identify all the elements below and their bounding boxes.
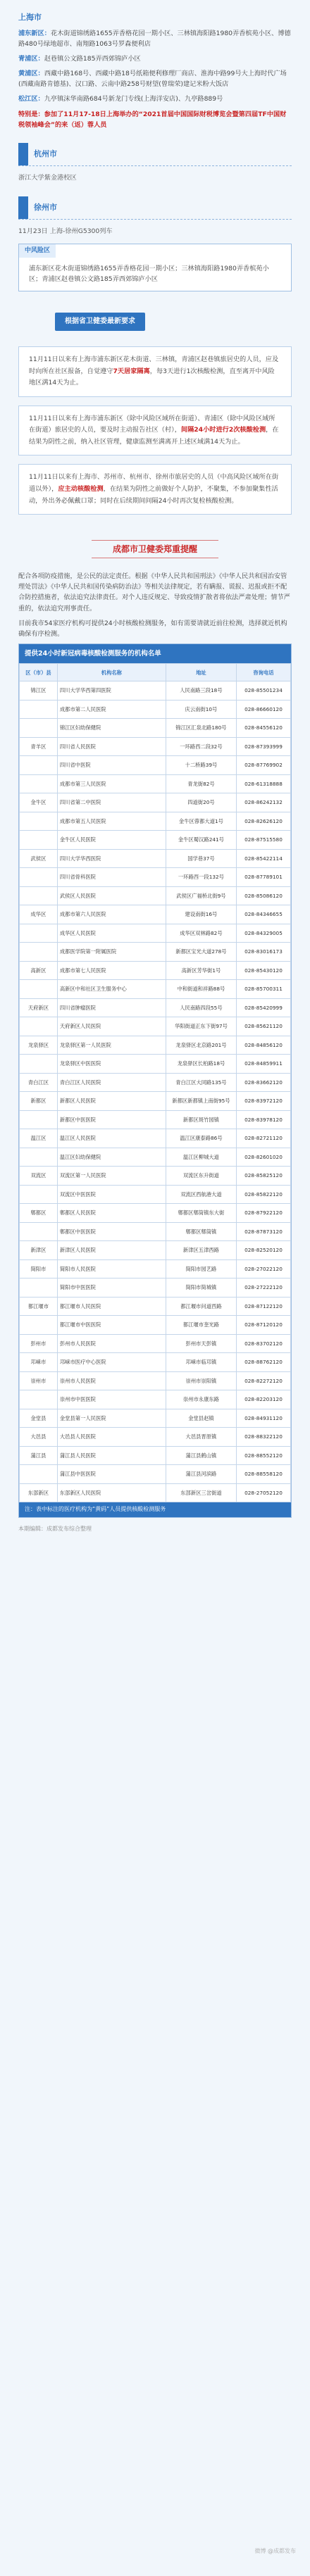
- district-cell: 青羊区: [20, 737, 58, 756]
- institution-table: [19, 663, 291, 1502]
- table-row: [20, 998, 291, 1017]
- table-row: [20, 774, 291, 793]
- district-cell: [20, 719, 58, 738]
- phone-cell: 028-86660120: [236, 700, 290, 719]
- address-cell: 建设南街16号: [166, 905, 236, 924]
- table-body: [20, 681, 291, 1502]
- institution-cell: 锦江区妇幼保健院: [57, 719, 166, 738]
- institution-cell: 东部新区人民医院: [57, 1483, 166, 1502]
- table-row: [20, 1185, 291, 1204]
- institution-cell: 大邑县人民医院: [57, 1428, 166, 1447]
- pudong-paragraph: [18, 28, 292, 49]
- notice-3-emphasis: 应主动核酸检测: [58, 485, 104, 494]
- institution-cell: 邛崃市医疗中心医院: [57, 1353, 166, 1372]
- district-cell: 锦江区: [20, 681, 58, 700]
- phone-cell: 028-87873120: [236, 1222, 290, 1241]
- phone-cell: 028-83972120: [236, 1092, 290, 1111]
- watermark: 微博 @成都发布: [254, 2548, 296, 2554]
- institution-cell: 郫都区人民医院: [57, 1204, 166, 1223]
- address-cell: 都江堰市问道西路: [166, 1297, 236, 1316]
- table-row: [20, 1129, 291, 1148]
- table-row: [20, 700, 291, 719]
- hangzhou-text: 浙江大学紫金港校区: [18, 173, 77, 182]
- institution-cell: 蒲江县中医医院: [57, 1465, 166, 1484]
- phone-cell: 028-87789101: [236, 868, 290, 887]
- phone-cell: 028-87393999: [236, 737, 290, 756]
- phone-cell: 028-82626120: [236, 812, 290, 831]
- district-cell: 武侯区: [20, 849, 58, 868]
- table-row: [20, 1148, 291, 1167]
- district-cell: 都江堰市: [20, 1297, 58, 1316]
- notice-2-post: ，在结果为阴性之前，纳入社区管理，健康监测至满离开上述区域满14天为止。: [29, 426, 279, 446]
- district-cell: 简阳市: [20, 1259, 58, 1278]
- address-cell: 崇州市永康东路: [166, 1390, 236, 1409]
- phone-cell: 028-84556120: [236, 719, 290, 738]
- qingpu-paragraph: [18, 54, 292, 64]
- mid-risk-box: [18, 244, 292, 291]
- address-cell: 郫都区郫筒镇东大街: [166, 1204, 236, 1223]
- phone-cell: 028-84856120: [236, 1036, 290, 1055]
- address-cell: 彭州市天彭镇: [166, 1334, 236, 1353]
- chengdu-paragraph-2: 目前我市54家医疗机构可提供24小时核酸检测服务，如有需要请就近前往检测，选择就近机构确保有序检测。: [18, 619, 287, 638]
- col-institution: 机构名称: [57, 664, 166, 681]
- chengdu-banner-title: 成都市卫健委郑重提醒: [92, 540, 218, 558]
- institution-cell: 双流区中医医院: [57, 1185, 166, 1204]
- table-row: [20, 1017, 291, 1036]
- address-cell: 人民南路四段55号: [166, 998, 236, 1017]
- table-row: [20, 1483, 291, 1502]
- phone-cell: 028-85086120: [236, 886, 290, 905]
- table-row: [20, 1204, 291, 1223]
- address-cell: 华阳街道正东下街97号: [166, 1017, 236, 1036]
- table-row: [20, 1316, 291, 1335]
- table-footnote: 注：表中标注的医疗机构为“黄码”人员提供核酸检测服务: [19, 1502, 291, 1517]
- address-cell: 简阳市园艺路: [166, 1259, 236, 1278]
- table-row: [20, 1353, 291, 1372]
- address-cell: 龙泉驿区长柏路18号: [166, 1055, 236, 1074]
- phone-cell: 028-88558120: [236, 1465, 290, 1484]
- address-cell: 金牛区蓉都大道1号: [166, 812, 236, 831]
- institution-cell: 温江区人民医院: [57, 1129, 166, 1148]
- notice-1-pre: 11月11日以来有上海市浦东新区花木街道、三林镇，青浦区赵巷镇旅居史的人员，应及时向所在社区报备，自觉遵守: [29, 356, 279, 375]
- district-cell: 金牛区: [20, 793, 58, 812]
- table-row: [20, 1259, 291, 1278]
- table-row: [20, 1073, 291, 1092]
- address-cell: 新都区宝光大道278号: [166, 943, 236, 962]
- mid-risk-head: 中风险区: [19, 244, 56, 257]
- songjiang-label: 松江区：: [18, 95, 44, 103]
- huangpu-paragraph: [18, 68, 292, 89]
- notice-3-post: ，在结果为阴性之前做好个人防护，不聚集，不参加聚集性活动，外出务必佩戴口罩；同时在后续期间间隔24小时再次复检核酸检测。: [29, 485, 278, 505]
- phone-cell: 028-61318888: [236, 774, 290, 793]
- tag-square-icon: [18, 196, 28, 219]
- notice-3-pre: 11月11日以来有上海市、苏州市、杭州市、徐州市旅居史的人员（中高风险区域所在街道以外），: [29, 473, 279, 494]
- district-cell: [20, 774, 58, 793]
- table-row: [20, 1446, 291, 1465]
- table-row: [20, 719, 291, 738]
- requirements-title: 根据省卫健委最新要求: [55, 313, 145, 331]
- district-cell: 新都区: [20, 1092, 58, 1111]
- table-row: [20, 1167, 291, 1186]
- district-cell: 双流区: [20, 1167, 58, 1186]
- shanghai-title: 上海市: [18, 13, 42, 22]
- district-cell: 郫都区: [20, 1204, 58, 1223]
- phone-cell: 028-88762120: [236, 1353, 290, 1372]
- address-cell: 新都区斑竹园镇: [166, 1110, 236, 1129]
- institution-cell: 新津区人民医院: [57, 1241, 166, 1260]
- chengdu-banner: [0, 540, 310, 558]
- institution-cell: 四川大学华西医院: [57, 849, 166, 868]
- address-cell: 国学巷37号: [166, 849, 236, 868]
- qingpu-label: 青浦区：: [18, 54, 44, 63]
- institution-cell: 四川省中医院: [57, 756, 166, 775]
- xuzhou-tag: [18, 196, 292, 220]
- address-cell: 温江区康泰路86号: [166, 1129, 236, 1148]
- phone-cell: 028-82721120: [236, 1129, 290, 1148]
- table-row: [20, 1278, 291, 1298]
- address-cell: 蒲江县鹤山镇: [166, 1446, 236, 1465]
- notice-3: [18, 464, 292, 515]
- address-cell: 中和街道和祥路88号: [166, 980, 236, 999]
- institution-cell: 成华区人民医院: [57, 924, 166, 943]
- testing-table: [18, 643, 292, 1518]
- table-row: [20, 1465, 291, 1484]
- district-cell: 龙泉驿区: [20, 1036, 58, 1055]
- district-cell: [20, 756, 58, 775]
- table-row: [20, 868, 291, 887]
- institution-cell: 成都市第二人民医院: [57, 700, 166, 719]
- address-cell: 一环路西一段132号: [166, 868, 236, 887]
- phone-cell: 028-27022120: [236, 1259, 290, 1278]
- institution-cell: 新都区中医医院: [57, 1110, 166, 1129]
- table-row: [20, 849, 291, 868]
- address-cell: 新津区五津西路: [166, 1241, 236, 1260]
- address-cell: 庆云南街10号: [166, 700, 236, 719]
- hangzhou-title: 杭州市: [34, 149, 57, 159]
- notice-2: [18, 406, 292, 456]
- district-cell: 新津区: [20, 1241, 58, 1260]
- district-cell: 天府新区: [20, 998, 58, 1017]
- district-cell: [20, 868, 58, 887]
- phone-cell: 028-85621120: [236, 1017, 290, 1036]
- table-row: [20, 1036, 291, 1055]
- phone-cell: 028-84329005: [236, 924, 290, 943]
- address-cell: 龙泉驿区北京路201号: [166, 1036, 236, 1055]
- table-row: [20, 812, 291, 831]
- address-cell: 郫都区郫筒镇: [166, 1222, 236, 1241]
- district-cell: 东部新区: [20, 1483, 58, 1502]
- institution-cell: 四川省骨科医院: [57, 868, 166, 887]
- district-cell: 彭州市: [20, 1334, 58, 1353]
- district-cell: [20, 1055, 58, 1074]
- institution-cell: 崇州市中医医院: [57, 1390, 166, 1409]
- district-cell: 温江区: [20, 1129, 58, 1148]
- chengdu-paragraph-1: 配合各项防疫措施，是公民的法定责任。根据《中华人民共和国刑法》《中华人民共和国治安管理处罚法》《中华人民共和国传染病防治法》等相关法律规定，若有瞒报、谎报、迟报或拒不配合防控措施者，依法追究法律责任。对个人违反规定、导致疫情扩散者将依法严肃处理；情节严重的，依法追究刑事责任。: [18, 572, 290, 612]
- phone-cell: 028-82203120: [236, 1390, 290, 1409]
- institution-cell: 崇州市人民医院: [57, 1371, 166, 1390]
- table-row: [20, 1409, 291, 1428]
- institution-cell: 天府新区人民医院: [57, 1017, 166, 1036]
- phone-cell: 028-87769902: [236, 756, 290, 775]
- district-cell: [20, 980, 58, 999]
- institution-cell: 成都市第三人民医院: [57, 774, 166, 793]
- address-cell: 金牛区蜀汉路241号: [166, 831, 236, 850]
- address-cell: 十二桥路39号: [166, 756, 236, 775]
- table-row: [20, 831, 291, 850]
- district-cell: [20, 1316, 58, 1335]
- phone-cell: 028-27222120: [236, 1278, 290, 1298]
- table-row: [20, 1222, 291, 1241]
- table-row: [20, 1055, 291, 1074]
- address-cell: 东部新区三岔街道: [166, 1483, 236, 1502]
- district-cell: [20, 700, 58, 719]
- address-cell: 温江区柳城大道: [166, 1148, 236, 1167]
- district-cell: 大邑县: [20, 1428, 58, 1447]
- notice-2-emphasis: 间隔24小时进行2次核酸检测: [180, 426, 266, 434]
- hangzhou-tag: [18, 143, 292, 166]
- institution-cell: 彭州市人民医院: [57, 1334, 166, 1353]
- district-cell: [20, 1390, 58, 1409]
- notice-1-post: ，每3天进行1次核酸检测，直至离开中风险地区满14天为止。: [29, 367, 275, 387]
- district-cell: [20, 1110, 58, 1129]
- phone-cell: 028-87515580: [236, 831, 290, 850]
- address-cell: 都江堰市奎光路: [166, 1316, 236, 1335]
- table-title: 提供24小时新冠病毒核酸检测服务的机构名单: [19, 644, 291, 663]
- institution-cell: 高新区中和社区卫生服务中心: [57, 980, 166, 999]
- district-cell: [20, 886, 58, 905]
- phone-cell: 028-85700311: [236, 980, 290, 999]
- institution-cell: 四川省肿瘤医院: [57, 998, 166, 1017]
- district-cell: [20, 831, 58, 850]
- table-row: [20, 681, 291, 700]
- district-cell: [20, 1148, 58, 1167]
- table-row: [20, 1371, 291, 1390]
- phone-cell: 028-88552120: [236, 1446, 290, 1465]
- institution-cell: 简阳市中医医院: [57, 1278, 166, 1298]
- district-cell: [20, 943, 58, 962]
- table-row: [20, 886, 291, 905]
- table-row: [20, 1334, 291, 1353]
- institution-cell: 成都市第七人民医院: [57, 961, 166, 980]
- address-cell: 四道街20号: [166, 793, 236, 812]
- district-cell: 崇州市: [20, 1371, 58, 1390]
- address-cell: 邛崃市临邛镇: [166, 1353, 236, 1372]
- institution-cell: 都江堰市中医医院: [57, 1316, 166, 1335]
- address-cell: 锦江区汇泉北路180号: [166, 719, 236, 738]
- table-row: [20, 1092, 291, 1111]
- district-cell: [20, 1465, 58, 1484]
- table-row: [20, 961, 291, 980]
- songjiang-text: 九亭镇沫华南路684号新龙门专线(上海洋安店)、九亭路889号: [44, 95, 223, 103]
- special-note: 特别是：参加了11月17-18日上海举办的“2021首届中国国际财税博览会暨第四届TF中国财税领袖峰会”的来（返）蓉人员: [18, 110, 287, 129]
- institution-cell: 青白江区人民医院: [57, 1073, 166, 1092]
- phone-cell: 028-85825120: [236, 1167, 290, 1186]
- phone-cell: 028-87120120: [236, 1316, 290, 1335]
- address-cell: 人民南路三段18号: [166, 681, 236, 700]
- institution-cell: 龙泉驿区中医医院: [57, 1055, 166, 1074]
- address-cell: 武侯区广福桥北街9号: [166, 886, 236, 905]
- address-cell: 高新区芳华街1号: [166, 961, 236, 980]
- institution-cell: 成都市第六人民医院: [57, 905, 166, 924]
- phone-cell: 028-83016173: [236, 943, 290, 962]
- qingpu-text: 赵巷镇公文路185弄西郊锦庐小区: [44, 54, 141, 63]
- pudong-text: 花木街道锦绣路1655弄香格花园一期小区、三林镇海阳路1980弄香槟苑小区、博德路480号绿地超市、南翔路1063号罗森便利店: [18, 29, 291, 48]
- table-row: [20, 793, 291, 812]
- xuzhou-text: 11月23日 上海-徐州G5300列车: [18, 227, 113, 235]
- phone-cell: 028-84931120: [236, 1409, 290, 1428]
- address-cell: 蒲江县河滨路: [166, 1465, 236, 1484]
- pudong-label: 浦东新区：: [18, 29, 51, 37]
- institution-cell: 四川省人民医院: [57, 737, 166, 756]
- address-cell: 一环路西二段32号: [166, 737, 236, 756]
- table-header-row: [20, 664, 291, 681]
- district-cell: 蒲江县: [20, 1446, 58, 1465]
- phone-cell: 028-82520120: [236, 1241, 290, 1260]
- institution-cell: 新都区人民医院: [57, 1092, 166, 1111]
- address-cell: 简阳市简城镇: [166, 1278, 236, 1298]
- address-cell: 崇州市崇阳镇: [166, 1371, 236, 1390]
- district-cell: 金堂县: [20, 1409, 58, 1428]
- table-row: [20, 737, 291, 756]
- phone-cell: 028-85501234: [236, 681, 290, 700]
- institution-cell: 温江区妇幼保健院: [57, 1148, 166, 1167]
- institution-cell: 武侯区人民医院: [57, 886, 166, 905]
- phone-cell: 028-87922120: [236, 1204, 290, 1223]
- phone-cell: 028-85430120: [236, 961, 290, 980]
- mid-risk-text: 浦东新区花木街道锦绣路1655弄香格花园一期小区；三林镇海阳路1980弄香槟苑小区；青浦区赵巷镇公文路185弄西郊锦庐小区: [29, 264, 269, 284]
- phone-cell: 028-82272120: [236, 1371, 290, 1390]
- table-row: [20, 924, 291, 943]
- institution-cell: 龙泉驿区第一人民医院: [57, 1036, 166, 1055]
- huangpu-label: 黄浦区：: [18, 70, 44, 78]
- col-district: 区（市）县: [20, 664, 58, 681]
- district-cell: [20, 1222, 58, 1241]
- phone-cell: 028-83662120: [236, 1073, 290, 1092]
- phone-cell: 028-84859911: [236, 1055, 290, 1074]
- institution-cell: 都江堰市人民医院: [57, 1297, 166, 1316]
- district-cell: 成华区: [20, 905, 58, 924]
- songjiang-paragraph: [18, 94, 292, 104]
- col-address: 地址: [166, 664, 236, 681]
- phone-cell: 028-85420999: [236, 998, 290, 1017]
- institution-cell: 金牛区人民医院: [57, 831, 166, 850]
- district-cell: 高新区: [20, 961, 58, 980]
- address-cell: 大邑县晋原镇: [166, 1428, 236, 1447]
- tag-square-icon: [18, 143, 28, 165]
- phone-cell: 028-27052120: [236, 1483, 290, 1502]
- caption: 本期编辑：成都发布综合整理: [18, 1526, 92, 1533]
- district-cell: [20, 1017, 58, 1036]
- table-row: [20, 1390, 291, 1409]
- institution-cell: 简阳市人民医院: [57, 1259, 166, 1278]
- xuzhou-title: 徐州市: [34, 202, 57, 212]
- notice-1-emphasis: 7天居家隔离: [113, 367, 150, 375]
- institution-cell: 郫都区中医医院: [57, 1222, 166, 1241]
- phone-cell: 028-83978120: [236, 1110, 290, 1129]
- address-cell: 金堂县赵镇: [166, 1409, 236, 1428]
- phone-cell: 028-85822120: [236, 1185, 290, 1204]
- district-cell: 邛崃市: [20, 1353, 58, 1372]
- notice-2-pre: 11月11日以来有上海市浦东新区（除中风险区域所在街道）、青浦区（除中风险区域所在街道）旅居史的人员，要及时主动报告社区（村），: [29, 414, 275, 434]
- address-cell: 成华区双林路82号: [166, 924, 236, 943]
- district-cell: [20, 1185, 58, 1204]
- institution-cell: 成都市第五人民医院: [57, 812, 166, 831]
- phone-cell: 028-85422114: [236, 849, 290, 868]
- address-cell: 双流区东升街道: [166, 1167, 236, 1186]
- table-row: [20, 905, 291, 924]
- district-cell: [20, 1278, 58, 1298]
- phone-cell: 028-84346655: [236, 905, 290, 924]
- address-cell: 双流区西航港大道: [166, 1185, 236, 1204]
- institution-cell: 金堂县第一人民医院: [57, 1409, 166, 1428]
- phone-cell: 028-83702120: [236, 1334, 290, 1353]
- address-cell: 青龙街82号: [166, 774, 236, 793]
- address-cell: 新都区新都镇上南街95号: [166, 1092, 236, 1111]
- col-phone: 咨询电话: [236, 664, 290, 681]
- district-cell: 青白江区: [20, 1073, 58, 1092]
- institution-cell: 四川大学华西第四医院: [57, 681, 166, 700]
- institution-cell: 蒲江县人民医院: [57, 1446, 166, 1465]
- table-row: [20, 756, 291, 775]
- institution-cell: 成都医学院第一附属医院: [57, 943, 166, 962]
- phone-cell: 028-82601020: [236, 1148, 290, 1167]
- table-row: [20, 980, 291, 999]
- table-row: [20, 1428, 291, 1447]
- institution-cell: 双流区第一人民医院: [57, 1167, 166, 1186]
- table-row: [20, 943, 291, 962]
- phone-cell: 028-88322120: [236, 1428, 290, 1447]
- district-cell: [20, 812, 58, 831]
- institution-cell: 四川省第二中医院: [57, 793, 166, 812]
- table-row: [20, 1297, 291, 1316]
- address-cell: 青白江区大同路135号: [166, 1073, 236, 1092]
- huangpu-text: 西藏中路168号、西藏中路18号纸箱便利修理厂商店、淮海中路99号大上海时代广场(西藏南路肯德基)、汉口路、云南中路258号财望(曾瑞荣)建记米粉大饭店: [18, 70, 287, 89]
- phone-cell: 028-86242132: [236, 793, 290, 812]
- phone-cell: 028-87122120: [236, 1297, 290, 1316]
- notice-1: [18, 346, 292, 397]
- table-row: [20, 1241, 291, 1260]
- table-row: [20, 1110, 291, 1129]
- district-cell: [20, 924, 58, 943]
